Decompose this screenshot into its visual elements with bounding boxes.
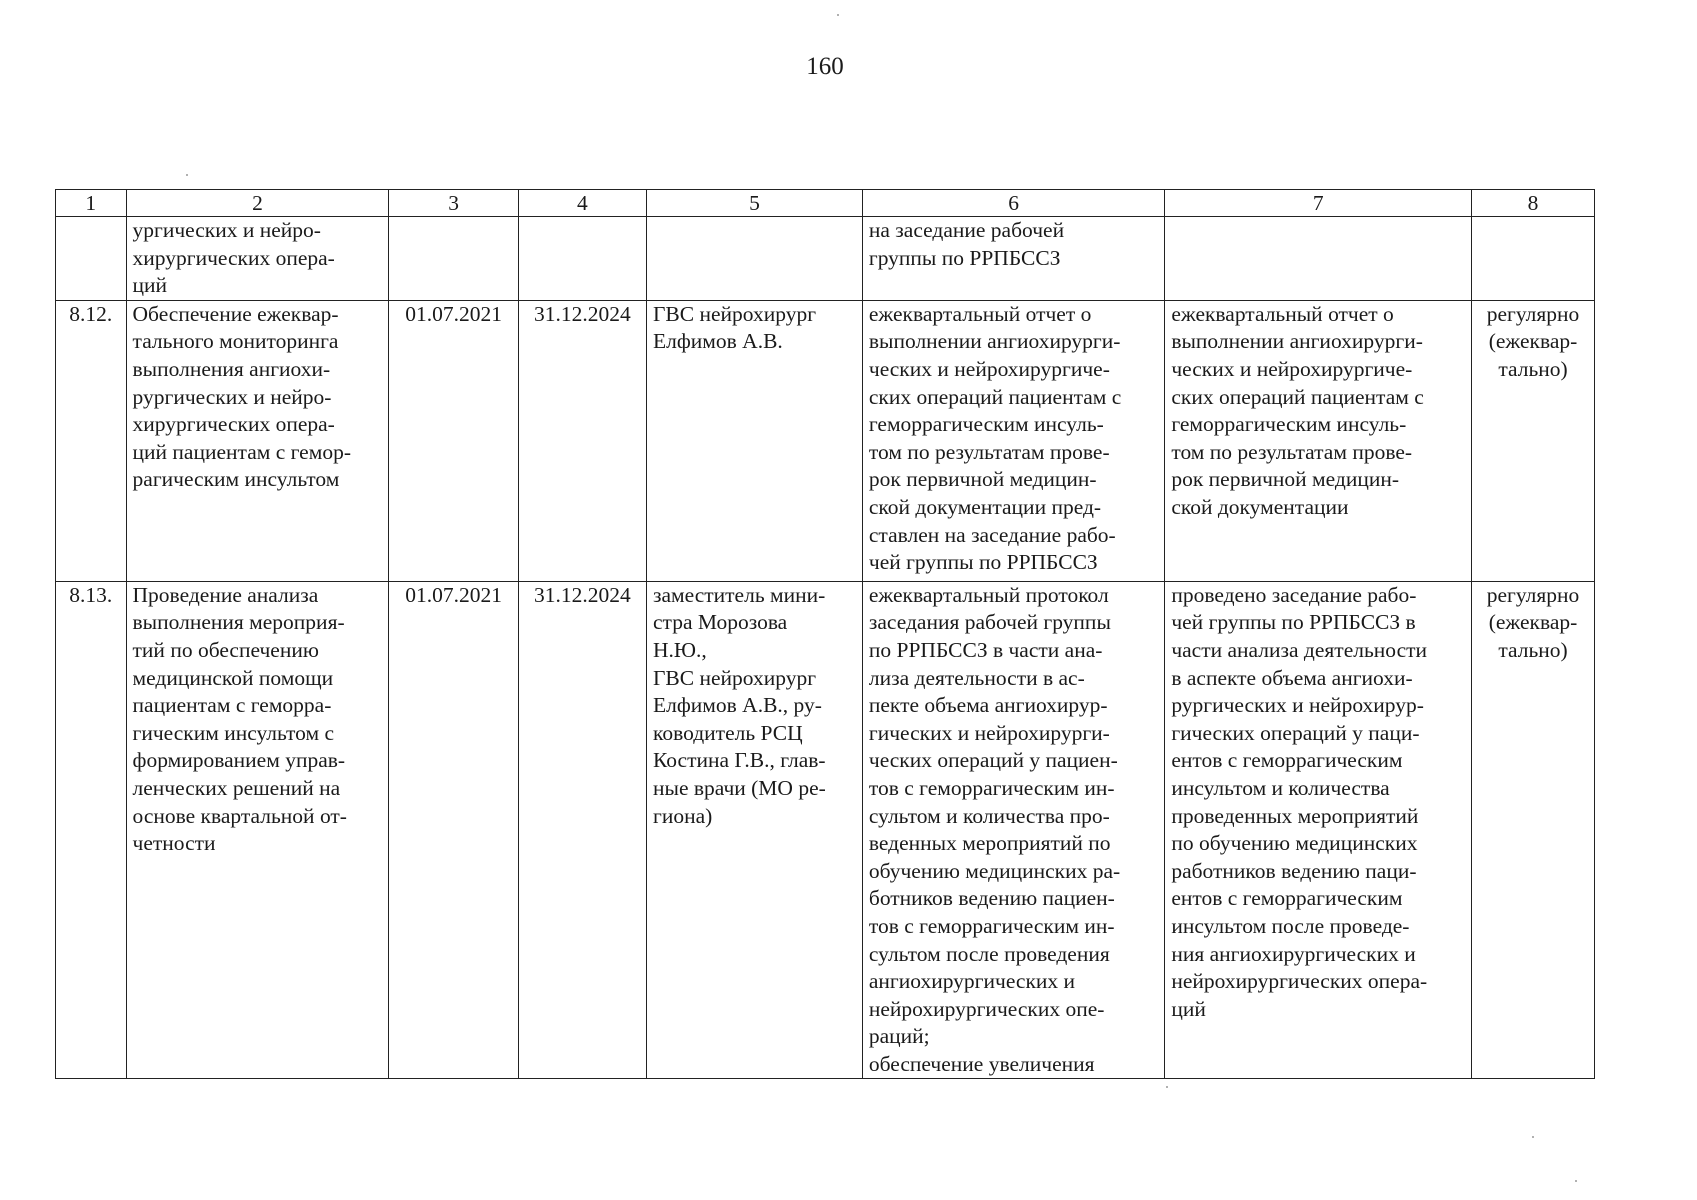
control-result-cell: проведено заседание рабо- чей группы по РРПБССЗ в части анализа деятельности в аспекте объема ангиохи- рургических и нейрохирур- гических операций у паци- ентов с геморрагическим инсультом и количества проведенных мероприятий по обучению медицинских работников ведению паци- ентов с геморрагическим инсультом после проведе- ния ангиохирургических и нейрохирургических опера- ций: [1165, 581, 1472, 1079]
page-number: 160: [806, 53, 844, 80]
table-row: [56, 581, 1595, 1079]
scan-speck: [1532, 1136, 1534, 1138]
column-header: 8: [1472, 190, 1595, 217]
column-header: 5: [647, 190, 863, 217]
control-result-cell: [1165, 217, 1472, 301]
expected-result-cell: ежеквартальный протокол заседания рабочей группы по РРПБССЗ в части ана- лиза деятельности в ас- пекте объема ангиохирур- гических и нейрохирурги- ческих операций у пациен- тов с геморрагическим ин- сультом и количества про- веденных мероприятий по обучению медицинских ра- ботников ведению пациен- тов с геморрагическим ин- сультом после проведения ангиохирургических и нейрохирургических опе- раций; обеспечение увеличения: [862, 581, 1164, 1079]
periodicity-cell: регулярно (ежеквар- тально): [1472, 300, 1595, 581]
periodicity-cell: [1472, 217, 1595, 301]
expected-result-cell: ежеквартальный отчет о выполнении ангиохирурги- ческих и нейрохирургиче- ских операций пациентам с геморрагическим инсуль- том по результатам прове- рок первичной медицин- ской документации пред- ставлен на заседание рабо- чей группы по РРПБССЗ: [862, 300, 1164, 581]
column-header: 1: [56, 190, 127, 217]
end-date-cell: 31.12.2024: [518, 581, 646, 1079]
responsible-cell: заместитель мини- стра Морозова Н.Ю., ГВС нейрохирург Елфимов А.В., ру- ководитель РСЦ Костина Г.В., глав- ные врачи (МО ре- гиона): [647, 581, 863, 1079]
column-number-row: [56, 190, 1595, 217]
start-date-cell: [389, 217, 518, 301]
column-header: 3: [389, 190, 518, 217]
row-number-cell: 8.13.: [56, 581, 127, 1079]
table-row-continuation: [56, 217, 1595, 301]
responsible-cell: ГВС нейрохирург Елфимов А.В.: [647, 300, 863, 581]
table-row: [56, 300, 1595, 581]
responsible-cell: [647, 217, 863, 301]
scan-speck: [1575, 1180, 1577, 1182]
scan-speck: [186, 174, 188, 176]
start-date-cell: 01.07.2021: [389, 581, 518, 1079]
end-date-cell: 31.12.2024: [518, 300, 646, 581]
activity-plan-table: [55, 189, 1595, 1079]
scan-speck: [837, 14, 839, 16]
control-result-cell: ежеквартальный отчет о выполнении ангиохирурги- ческих и нейрохирургиче- ских операций пациентам с геморрагическим инсуль- том по результатам прове- рок первичной медицин- ской документации: [1165, 300, 1472, 581]
column-header: 2: [126, 190, 389, 217]
column-header: 6: [862, 190, 1164, 217]
expected-result-cell: на заседание рабочей группы по РРПБССЗ: [862, 217, 1164, 301]
periodicity-cell: регулярно (ежеквар- тально): [1472, 581, 1595, 1079]
scan-speck: [1166, 1086, 1168, 1088]
column-header: 4: [518, 190, 646, 217]
end-date-cell: [518, 217, 646, 301]
activity-cell: Обеспечение ежеквар- тального мониторинга выполнения ангиохи- рургических и нейро- хирургических опера- ций пациентам с гемор- рагическим инсультом: [126, 300, 389, 581]
column-header: 7: [1165, 190, 1472, 217]
activity-cell: ургических и нейро- хирургических опера- ций: [126, 217, 389, 301]
start-date-cell: 01.07.2021: [389, 300, 518, 581]
row-number-cell: [56, 217, 127, 301]
row-number-cell: 8.12.: [56, 300, 127, 581]
activity-cell: Проведение анализа выполнения мероприя- тий по обеспечению медицинской помощи пациентам с геморра- гическим инсультом с формированием управ- ленческих решений на основе квартальной от- четности: [126, 581, 389, 1079]
